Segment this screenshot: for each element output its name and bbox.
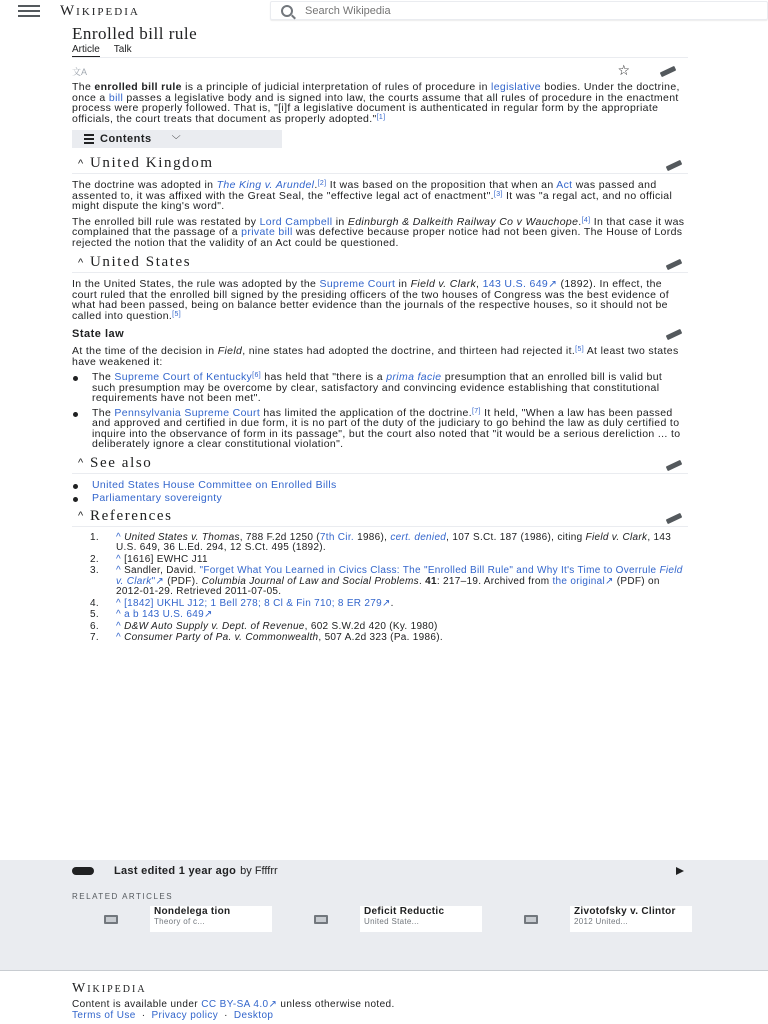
list-item [72, 480, 688, 491]
contents-toggle[interactable]: Contents ﹀ [72, 130, 282, 148]
link-cert-denied[interactable]: cert. denied [390, 531, 447, 543]
link-the-original[interactable]: the original↗ [552, 575, 614, 587]
link-143-us-649-ref[interactable]: 143 U.S. 649↗ [138, 609, 213, 620]
backlink[interactable]: ^ [116, 620, 121, 632]
section-heading-references[interactable]: ^ References [72, 507, 688, 527]
list-item [72, 493, 688, 504]
paragraph: At the time of the decision in Field, nine states had adopted the doctrine, and thirteen had rejected it.[5] At least two states have weakened it: [72, 345, 679, 368]
pencil-edit-icon[interactable] [666, 459, 683, 470]
list-item: The Supreme Court of Kentucky[6] has held that "there is a prima facie presumption that an enrolled bill is valid but such presumption may be overcome by clear, satisfactory and convincing evidence establishing that constitutional requirements have not been met". [72, 372, 688, 404]
citation-link[interactable]: [5] [172, 310, 182, 318]
collapse-caret-icon[interactable]: ^ [78, 157, 84, 170]
footer-links: Terms of Use · Privacy policy · Desktop [72, 1010, 274, 1021]
external-link-icon: ↗ [548, 278, 558, 290]
last-edited-bar[interactable]: Last edited 1 year ago by Ffffrr [0, 860, 768, 882]
privacy-policy-link[interactable]: Privacy policy [151, 1010, 219, 1021]
reference-item: 6. ^ D&W Auto Supply v. Dept. of Revenue, 602 S.W.2d 420 (Ky. 1980) [90, 620, 438, 632]
language-icon[interactable]: 文A [72, 66, 88, 77]
external-link-icon: ↗ [155, 575, 165, 587]
paragraph: In the United States, the rule was adopted by the Supreme Court in Field v. Clark, 143 U.S. 649↗ (1892). In effect, the court ruled that the enrolled bill signed by the presiding officers of the two houses of Congress was the best evidence of what had been passed, being on balance better evidence than the journals of the respective houses, so it should not be called into question.[5] [72, 278, 669, 322]
pencil-edit-icon[interactable] [666, 329, 683, 340]
external-link-icon: ↗ [203, 609, 213, 620]
star-watch-icon[interactable]: ☆ [617, 62, 630, 78]
search-box[interactable] [270, 1, 768, 20]
hamburger-menu-icon[interactable] [0, 0, 38, 22]
section-heading-see-also[interactable]: ^ See also [72, 454, 688, 474]
backlink[interactable]: ^ [116, 632, 121, 643]
citation-link[interactable]: [1] [376, 113, 386, 121]
paragraph: The enrolled bill rule was restated by Lord Campbell in Edinburgh & Dalkeith Railway Co v Wauchope.[4] In that case it was complained that the passage of a private bill was defective because proper notice had not been given. The House of Lords rejected the notion that the validity of an Act could be questioned. [72, 215, 685, 249]
citation-link[interactable]: [2] [317, 180, 327, 187]
chevron-right-icon [676, 867, 684, 875]
see-also-list [72, 480, 688, 504]
link-parliamentary-sovereignty[interactable]: Parliamentary sovereignty [92, 492, 223, 504]
collapse-caret-icon[interactable]: ^ [78, 510, 84, 522]
page-title: Enrolled bill rule [72, 24, 198, 43]
link-supreme-court-kentucky[interactable]: Supreme Court of Kentucky [114, 371, 253, 383]
link-legislative[interactable]: legislative [491, 81, 541, 93]
section-heading-united-kingdom[interactable]: ^ United Kingdom [72, 154, 688, 174]
link-king-v-arundel[interactable]: The King v. Arundel [216, 179, 315, 191]
references-list [90, 533, 688, 644]
backlink[interactable]: ^ a b [116, 609, 139, 620]
backlink[interactable]: ^ [116, 597, 121, 609]
pencil-edit-icon[interactable] [660, 66, 677, 77]
section-heading-united-states[interactable]: ^ United States [72, 253, 688, 273]
reference-item: 1. ^ United States v. Thomas, 788 F.2d 1250 (7th Cir. 1986), cert. denied, 107 S.Ct. 187 (1986), citing Field v. Clark, 143 U.S. 649, 36 L.Ed. 294, 12 S.Ct. 495 (1892). [90, 531, 672, 553]
pencil-edit-icon[interactable] [666, 259, 683, 270]
link-prima-facie[interactable]: prima facie [386, 371, 442, 383]
pencil-edit-icon[interactable] [666, 160, 683, 171]
subsection-heading-state-law: State law [72, 326, 688, 342]
intro-paragraph: The enrolled bill rule is a principle of judicial interpretation of rules of procedure in legislative bodies. Under the doctrine, once a bill passes a legislative body and is signed into law, the courts assume that all rules of procedure in the enactment process were properly followed. That is, "[i]f a legislative document is authenticated in regular form by the appropriate officials, the court treats that document as properly adopted."[1] [72, 81, 680, 125]
link-pennsylvania-supreme-court[interactable]: Pennsylvania Supreme Court [114, 406, 261, 419]
list-icon [84, 134, 94, 144]
backlink[interactable]: ^ [116, 531, 121, 543]
image-placeholder-icon [524, 915, 538, 924]
backlink[interactable]: ^ [116, 565, 121, 576]
backlink[interactable]: ^ [116, 553, 121, 565]
link-143-us-649[interactable]: 143 U.S. 649↗ [482, 278, 558, 290]
wikipedia-wordmark[interactable]: Wikipedia [60, 2, 140, 19]
search-input[interactable] [305, 5, 705, 17]
clock-icon [72, 867, 94, 875]
related-article-card[interactable]: Deficit Reductic United State... [282, 906, 482, 932]
image-placeholder-icon [314, 915, 328, 924]
namespace-tabs [72, 44, 688, 58]
footer-wordmark: Wikipedia [72, 981, 147, 996]
link-7th-cir[interactable]: 7th Cir. [319, 531, 354, 543]
reference-item: 4. ^ [1842] UKHL J12; 1 Bell 278; 8 Cl & Fin 710; 8 ER 279↗. [90, 597, 394, 609]
pencil-edit-icon[interactable] [666, 512, 683, 523]
citation-link[interactable]: [6] [252, 372, 261, 379]
license-text: Content is available under CC BY-SA 4.0↗ unless otherwise noted. [72, 999, 395, 1010]
citation-link[interactable]: [7] [471, 407, 481, 415]
link-sandler-article[interactable]: "Forget What You Learned in Civics Class: The "Enrolled Bill Rule" and Why It's Time to Overrule Field v. Clark"↗ [116, 565, 683, 587]
reference-item: 5. ^ a b 143 U.S. 649↗ [90, 609, 213, 620]
state-law-list [72, 372, 688, 450]
paragraph: The doctrine was adopted in The King v. Arundel.[2] It was based on the proposition that when an Act was passed and assented to, it was affixed with the Great Seal, the "effective legal act of enactment".[3] It was "a regal act, and no official might dispute the king's word". [72, 179, 673, 212]
footer [0, 970, 768, 1024]
tab-article[interactable]: Article [72, 44, 100, 55]
tab-talk[interactable]: Talk [113, 44, 132, 55]
citation-link[interactable]: [5] [575, 346, 584, 353]
related-article-card[interactable]: Nondelega tion Theory of c... [72, 906, 272, 932]
link-private-bill[interactable]: private bill [241, 226, 293, 238]
reference-item: 7. ^ Consumer Party of Pa. v. Commonwealth, 507 A.2d 323 (Pa. 1986). [90, 632, 443, 643]
collapse-caret-icon[interactable]: ^ [78, 256, 84, 269]
page-actions [72, 64, 688, 78]
article-content [72, 24, 688, 645]
related-article-card[interactable]: Zivotofsky v. Clintor 2012 United... [492, 906, 692, 932]
link-ukhl-j12[interactable]: [1842] UKHL J12; 1 Bell 278; 8 Cl & Fin 710; 8 ER 279↗ [121, 597, 391, 609]
external-link-icon: ↗ [268, 999, 278, 1010]
link-act[interactable]: Act [556, 179, 573, 191]
link-bill[interactable]: bill [108, 91, 124, 104]
terms-of-use-link[interactable]: Terms of Use [72, 1010, 136, 1021]
desktop-link[interactable]: Desktop [233, 1010, 274, 1021]
external-link-icon: ↗ [381, 597, 391, 609]
citation-link[interactable]: [3] [493, 190, 503, 198]
license-link[interactable]: CC BY-SA 4.0↗ [201, 999, 278, 1010]
reference-item: 2. ^ [1616] EWHC J11 [90, 553, 208, 565]
image-placeholder-icon [104, 915, 118, 924]
collapse-caret-icon[interactable]: ^ [78, 457, 84, 469]
related-articles-heading: RELATED ARTICLES [72, 892, 174, 901]
external-link-icon: ↗ [605, 575, 614, 587]
citation-link[interactable]: [4] [581, 216, 591, 224]
top-bar [0, 0, 768, 22]
reference-item: 3. ^ Sandler, David. "Forget What You Learned in Civics Class: The "Enrolled Bill Rule" and Why It's Time to Overrule Field v. Clark"↗ (PDF). Columbia Journal of Law and Social Problems. 41: 217–19. Archived from the original↗ (PDF) on 2012-01-29. Retrieved 2011-07-05. [90, 565, 683, 597]
link-house-committee-enrolled-bills[interactable]: United States House Committee on Enrolled Bills [92, 478, 337, 491]
list-item: The Pennsylvania Supreme Court has limited the application of the doctrine.[7] It held, "When a law has been passed and approved and certified in due form, it is no part of the duty of the judiciary to go behind the law as duly certified to inquire into the observance of form in its passage", but the court also noted that "it would be a serious dereliction ... to deliberately ignore a clear constitutional violation". [72, 408, 688, 450]
chevron-down-icon: ﹀ [171, 134, 182, 145]
link-lord-campbell[interactable]: Lord Campbell [259, 215, 333, 228]
link-supreme-court[interactable]: Supreme Court [319, 278, 396, 290]
related-articles [0, 882, 768, 970]
search-icon [281, 5, 293, 17]
